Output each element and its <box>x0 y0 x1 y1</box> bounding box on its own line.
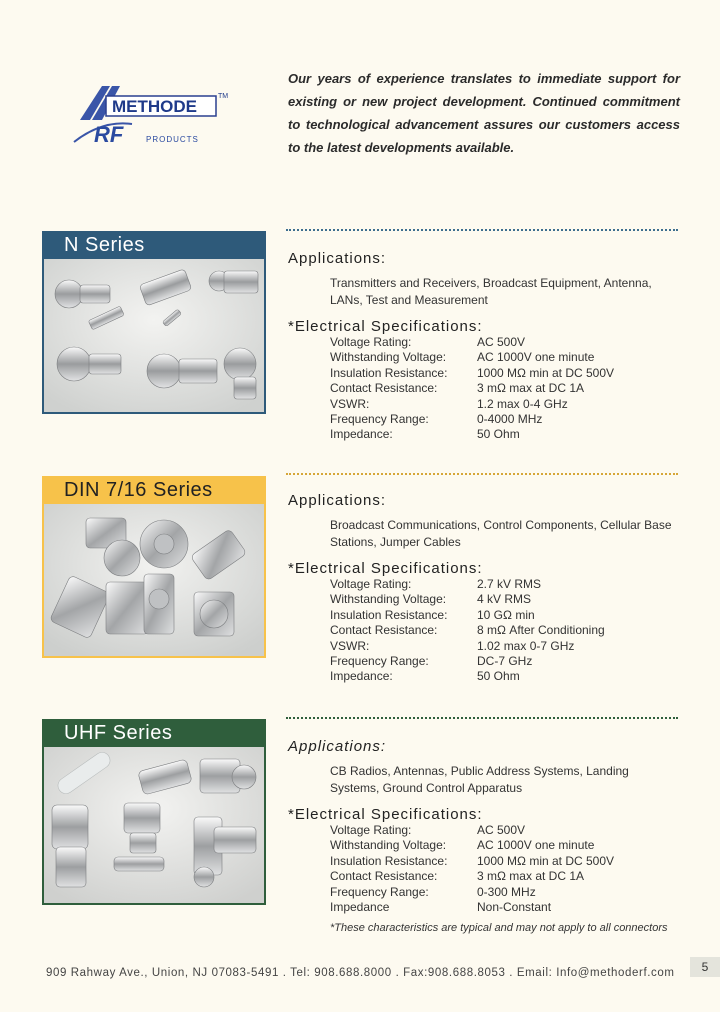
spec-value: 50 Ohm <box>477 669 520 684</box>
spec-key: Withstanding Voltage: <box>330 592 447 607</box>
separator-uhf <box>286 717 678 719</box>
spec-row <box>330 885 688 900</box>
din-specs-list <box>288 577 688 685</box>
spec-value: 1000 MΩ min at DC 500V <box>477 365 615 380</box>
spec-key: Insulation Resistance: <box>330 365 448 380</box>
intro-text: Our years of experience translates to immediate support for existing or new project development. Continued commitment to technological advancement assures our customers access to the latest developments available. <box>288 71 680 155</box>
spec-row <box>330 381 688 396</box>
spec-value: 1000 MΩ min at DC 500V <box>477 853 615 868</box>
spec-key: Contact Resistance: <box>330 381 438 396</box>
n-series-section <box>288 250 688 443</box>
uhf-specs-list <box>288 823 688 915</box>
spec-value: DC-7 GHz <box>477 654 533 669</box>
spec-row <box>330 592 688 607</box>
spec-row <box>330 654 688 669</box>
spec-row <box>330 854 688 869</box>
n-series-title: N Series <box>42 231 266 259</box>
spec-key: Impedance: <box>330 669 393 684</box>
din-series-photo <box>42 504 266 658</box>
din-series-section <box>288 492 688 685</box>
spec-key: Voltage Rating: <box>330 577 412 591</box>
spec-value: 4 kV RMS <box>477 592 532 607</box>
spec-key: Voltage Rating: <box>330 823 412 837</box>
spec-key: Withstanding Voltage: <box>330 350 447 365</box>
uhf-applications-heading: Applications: <box>288 738 387 755</box>
n-series-photo <box>42 259 266 414</box>
spec-row <box>330 608 688 623</box>
spec-key: Contact Resistance: <box>330 623 438 638</box>
logo-brand-top: METHODE <box>112 97 197 116</box>
spec-key: Frequency Range: <box>330 654 429 669</box>
spec-value: 3 mΩ max at DC 1A <box>477 869 584 884</box>
spec-value: Non-Constant <box>477 900 552 915</box>
spec-value: 0-4000 MHz <box>477 412 543 427</box>
din-specs-heading: *Electrical Specifications: <box>288 560 483 577</box>
logo-graphic <box>72 80 237 150</box>
spec-value: 1.2 max 0-4 GHz <box>477 396 568 411</box>
uhf-series-photo <box>42 747 266 905</box>
spec-key: Frequency Range: <box>330 412 429 427</box>
spec-key: Impedance <box>330 900 390 915</box>
n-applications-heading: Applications: <box>288 250 387 267</box>
spec-row <box>330 838 688 853</box>
spec-key: VSWR: <box>330 396 370 411</box>
uhf-applications-text: CB Radios, Antennas, Public Address Systems, Landing Systems, Ground Control Apparatus <box>330 764 629 795</box>
spec-value: 50 Ohm <box>477 427 520 442</box>
spec-value: 0-300 MHz <box>477 884 536 899</box>
logo-tm: TM <box>218 93 229 100</box>
din-applications-heading: Applications: <box>288 492 387 509</box>
spec-row <box>330 639 688 654</box>
spec-row <box>330 577 688 592</box>
logo-brand-rf: RF <box>94 122 124 147</box>
spec-key: Insulation Resistance: <box>330 607 448 622</box>
din-applications-text: Broadcast Communications, Control Components, Cellular Base Stations, Jumper Cables <box>330 518 672 549</box>
spec-row <box>330 350 688 365</box>
spec-key: VSWR: <box>330 638 370 653</box>
spec-value: 3 mΩ max at DC 1A <box>477 381 584 396</box>
spec-row <box>330 397 688 412</box>
spec-value: AC 500V <box>477 823 526 837</box>
contact-footer: 909 Rahway Ave., Union, NJ 07083-5491 . Tel: 908.688.8000 . Fax:908.688.8053 . Email: Info@methoderf.com <box>46 967 675 979</box>
spec-row <box>330 412 688 427</box>
spec-key: Frequency Range: <box>330 884 429 899</box>
spec-row <box>330 869 688 884</box>
spec-row <box>330 366 688 381</box>
spec-row <box>330 623 688 638</box>
din-series-title: DIN 7/16 Series <box>42 476 266 504</box>
spec-value: 2.7 kV RMS <box>477 577 542 591</box>
din-series-header <box>42 476 266 504</box>
spec-value: 10 GΩ min <box>477 607 535 622</box>
footnote: *These characteristics are typical and may not apply to all connectors <box>330 922 668 934</box>
spec-row <box>330 900 688 915</box>
spec-key: Impedance: <box>330 427 393 442</box>
spec-row <box>330 669 688 684</box>
spec-row <box>330 335 688 350</box>
spec-row <box>330 823 688 838</box>
n-applications-text: Transmitters and Receivers, Broadcast Equipment, Antenna, LANs, Test and Measurement <box>330 276 652 307</box>
spec-value: AC 1000V one minute <box>477 838 595 853</box>
spec-value: 1.02 max 0-7 GHz <box>477 638 575 653</box>
spec-row <box>330 427 688 442</box>
n-specs-heading: *Electrical Specifications: <box>288 318 483 335</box>
spec-key: Contact Resistance: <box>330 869 438 884</box>
spec-key: Voltage Rating: <box>330 335 412 349</box>
n-specs-list <box>288 335 688 443</box>
uhf-specs-heading: *Electrical Specifications: <box>288 806 483 823</box>
spec-value: AC 1000V one minute <box>477 350 595 365</box>
uhf-series-header <box>42 719 266 747</box>
separator-n <box>286 229 678 231</box>
uhf-series-section <box>288 738 688 915</box>
spec-value: 8 mΩ After Conditioning <box>477 623 605 638</box>
methode-rf-logo <box>72 80 237 150</box>
spec-value: AC 500V <box>477 335 526 349</box>
separator-din <box>286 473 678 475</box>
spec-key: Withstanding Voltage: <box>330 838 447 853</box>
spec-key: Insulation Resistance: <box>330 853 448 868</box>
n-series-header <box>42 231 266 259</box>
logo-brand-sub: PRODUCTS <box>146 135 199 144</box>
page-number: 5 <box>690 957 720 977</box>
uhf-series-title: UHF Series <box>42 719 266 747</box>
